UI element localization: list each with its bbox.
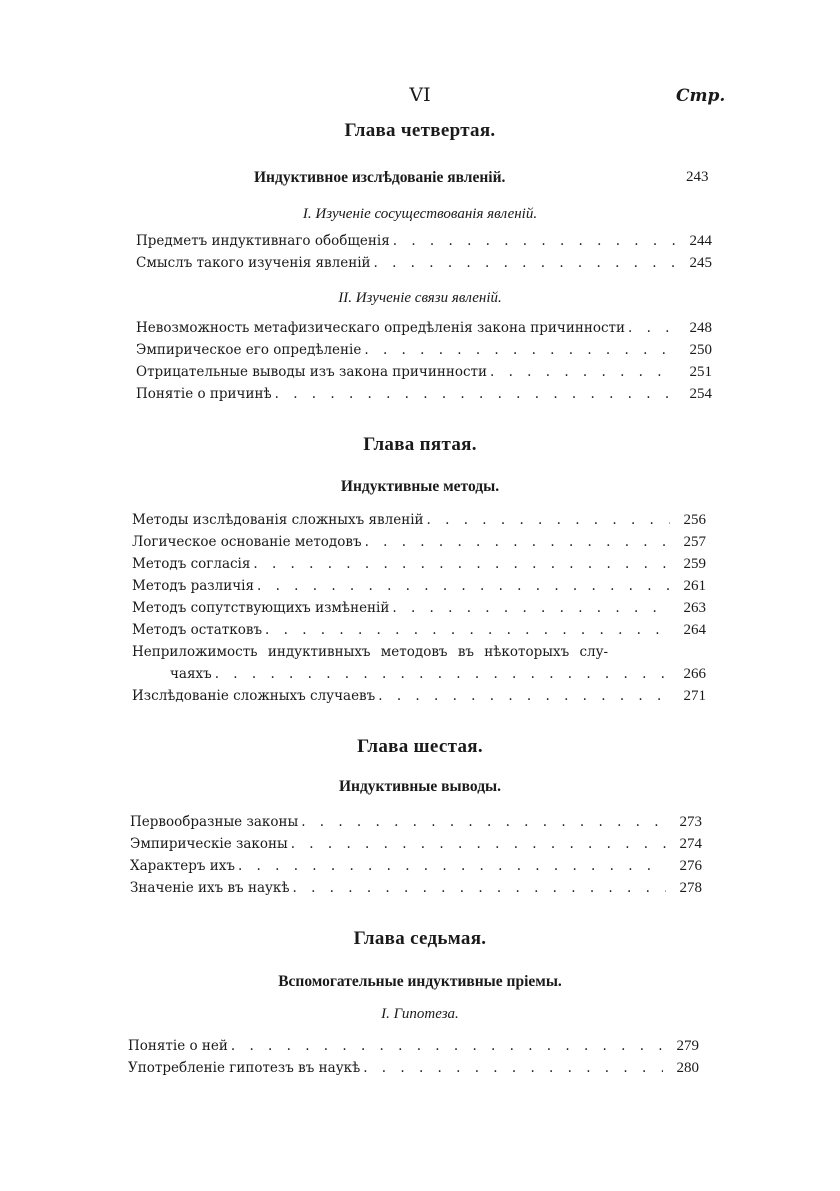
toc-entry[interactable] — [136, 320, 712, 341]
toc-entry-page: 278 — [679, 880, 702, 896]
leader-dots — [288, 836, 666, 852]
toc-entry[interactable] — [136, 342, 712, 363]
toc-entry-title: Понятіе о причинѣ — [136, 386, 272, 402]
toc-entry-page: 245 — [689, 255, 712, 271]
toc-entry-page: 263 — [683, 600, 706, 616]
toc-entry-title: Методъ согласія — [132, 556, 251, 572]
chapter-4-subsection-1: I. Изученіе сосуществованія явленій. — [302, 206, 538, 222]
toc-entry[interactable] — [132, 512, 706, 533]
toc-entry-title: Понятіе о ней — [128, 1038, 228, 1054]
toc-entry-wrapped-line[interactable]: Неприложимость индуктивныхъ методовъ въ нѣкоторыхъ слу- — [132, 644, 609, 660]
toc-entry[interactable] — [132, 622, 706, 643]
toc-entry[interactable] — [136, 386, 712, 407]
leader-dots — [390, 233, 676, 249]
toc-entry-page: 276 — [679, 858, 702, 874]
leader-dots — [361, 342, 676, 358]
toc-entry-page: 273 — [679, 814, 702, 830]
toc-entry-page: 280 — [676, 1060, 699, 1076]
toc-entry-title: Предметъ индуктивнаго обобщенія — [136, 233, 390, 249]
toc-entry-page: 274 — [679, 836, 702, 852]
toc-entry[interactable] — [130, 814, 702, 835]
leader-dots — [389, 600, 670, 616]
leader-dots — [298, 814, 666, 830]
toc-entry-title: Эмпирическое его опредѣленіе — [136, 342, 362, 358]
leader-dots — [424, 512, 670, 528]
leader-dots — [362, 534, 670, 550]
toc-entry-title: Первообразные законы — [130, 814, 299, 830]
leader-dots — [625, 320, 676, 336]
leader-dots — [487, 364, 676, 380]
toc-entry-title: Употребленіе гипотезъ въ наукѣ — [128, 1060, 361, 1076]
toc-entry-page: 256 — [683, 512, 706, 528]
leader-dots — [360, 1060, 663, 1076]
chapter-4-subsection-2: II. Изученіе связи явленій. — [338, 290, 502, 306]
page-column-label: Стр. — [676, 86, 726, 106]
toc-entry-page: 250 — [689, 342, 712, 358]
chapter-6-section: Индуктивные выводы. — [338, 778, 502, 795]
toc-entry[interactable] — [132, 600, 706, 621]
toc-entry-page: 271 — [683, 688, 706, 704]
toc-entry[interactable] — [130, 858, 702, 879]
toc-entry[interactable] — [130, 836, 702, 857]
leader-dots — [212, 666, 670, 682]
toc-entry[interactable] — [136, 364, 712, 385]
toc-entry-page: 261 — [683, 578, 706, 594]
chapter-5-section: Индуктивные методы. — [340, 478, 500, 495]
chapter-4-section-page: 243 — [686, 169, 709, 185]
chapter-5-title: Глава пятая. — [363, 434, 477, 455]
leader-dots — [262, 622, 670, 638]
toc-entry-title: Невозможность метафизическаго опредѣленія закона причинности — [136, 320, 626, 336]
leader-dots — [250, 556, 670, 572]
chapter-7-title: Глава седьмая. — [353, 928, 487, 949]
chapter-4-title: Глава четвертая. — [344, 120, 496, 141]
toc-entry-title: Методы изслѣдованія сложныхъ явленій — [132, 512, 424, 528]
toc-entry[interactable] — [132, 578, 706, 599]
toc-entry-page: 254 — [689, 386, 712, 402]
toc-entry-title: Значеніе ихъ въ наукѣ — [130, 880, 290, 896]
chapter-7-section: Вспомогательные индуктивные пріемы. — [278, 973, 562, 990]
page-number: VI — [409, 84, 431, 106]
toc-entry[interactable] — [132, 534, 706, 555]
toc-entry[interactable] — [132, 556, 706, 577]
chapter-7-subsection-1: I. Гипотеза. — [381, 1006, 459, 1022]
chapter-4-section: Индуктивное изслѣдованіе явленій. — [254, 169, 506, 186]
toc-entry[interactable] — [130, 880, 702, 901]
leader-dots — [228, 1038, 663, 1054]
toc-entry-page: 279 — [676, 1038, 699, 1054]
toc-entry[interactable] — [128, 1038, 699, 1059]
leader-dots — [375, 688, 670, 704]
toc-entry-title: Логическое основаніе методовъ — [132, 534, 362, 550]
leader-dots — [290, 880, 666, 896]
toc-entry-page: 266 — [683, 666, 706, 682]
leader-dots — [371, 255, 676, 271]
toc-entry-page: 251 — [689, 364, 712, 380]
toc-entry-title: Изслѣдованіе сложныхъ случаевъ — [132, 688, 376, 704]
toc-entry[interactable] — [136, 233, 712, 254]
toc-entry[interactable] — [170, 666, 706, 687]
toc-entry-title: Методъ сопутствующихъ измѣненій — [132, 600, 390, 616]
toc-entry-page: 257 — [683, 534, 706, 550]
toc-entry-title: Методъ остатковъ — [132, 622, 263, 638]
toc-entry-title: Смыслъ такого изученія явленій — [136, 255, 371, 271]
leader-dots — [235, 858, 666, 874]
leader-dots — [272, 386, 676, 402]
toc-entry-page: 259 — [683, 556, 706, 572]
toc-entry-title: Отрицательные выводы изъ закона причинности — [136, 364, 487, 380]
toc-entry[interactable] — [136, 255, 712, 276]
toc-entry[interactable] — [132, 688, 706, 709]
toc-entry-page: 264 — [683, 622, 706, 638]
toc-entry-page: 248 — [689, 320, 712, 336]
toc-entry-title: чаяхъ — [170, 666, 212, 682]
leader-dots — [254, 578, 670, 594]
toc-entry-title: Характеръ ихъ — [130, 858, 235, 874]
toc-entry-page: 244 — [689, 233, 712, 249]
chapter-6-title: Глава шестая. — [357, 736, 483, 757]
toc-entry-title: Методъ различія — [132, 578, 254, 594]
toc-entry-title: Эмпирическіе законы — [130, 836, 288, 852]
toc-entry[interactable] — [128, 1060, 699, 1081]
